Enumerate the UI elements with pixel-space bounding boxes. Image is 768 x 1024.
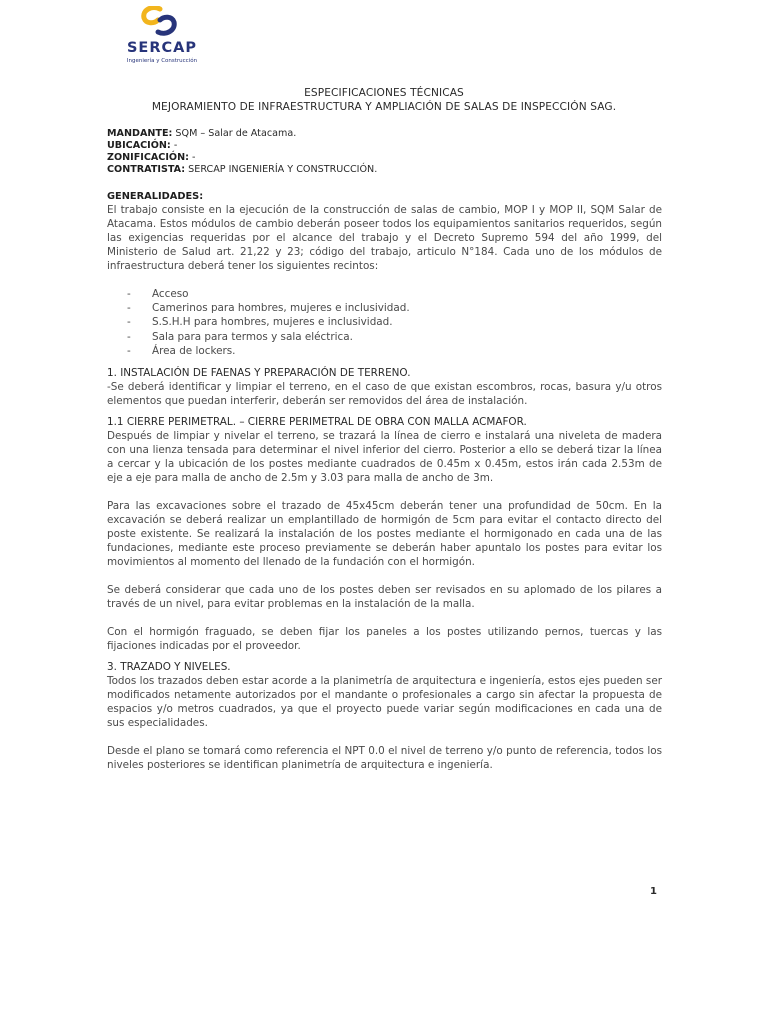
section-1-1-paragraph: Se deberá considerar que cada uno de los postes deben ser revisados en su aplomado de los pilares a través de un nivel, para evitar problemas en la instalación de la malla. — [107, 584, 662, 611]
project-info — [107, 128, 667, 176]
section-1-1-paragraph: Después de limpiar y nivelar el terreno, se trazará la línea de cierro e instalará una niveleta de madera con una lienza tensada para determinar el nivel inferior del cierro. Posterior a ello se deberá tizar la línea a cercar y la ubicación de los postes mediante cuadrados de 0.45m x 0.45m, estos irán cada 2.53m de eje a eje para malla de ancho de 2.5m y 3.03 para malla de ancho de 3m. — [107, 430, 662, 485]
mandante-value: SQM – Salar de Atacama. — [175, 128, 297, 139]
section-1-1-paragraph: Con el hormigón fraguado, se deben fijar los paneles a los postes utilizando pernos, tuercas y las fijaciones indicadas por el proveedor. — [107, 626, 662, 653]
recintos-list — [107, 287, 662, 358]
contratista-label: CONTRATISTA: — [107, 164, 186, 175]
document-subtitle: MEJORAMIENTO DE INFRAESTRUCTURA Y AMPLIACIÓN DE SALAS DE INSPECCIÓN SAG. — [151, 101, 617, 113]
logo-mark-icon — [138, 6, 182, 40]
contratista-value: SERCAP INGENIERÍA Y CONSTRUCCIÓN. — [188, 164, 378, 175]
document-title: ESPECIFICACIONES TÉCNICAS — [304, 87, 464, 99]
section-3-title: 3. TRAZADO Y NIVELES. — [107, 661, 231, 674]
logo-tagline: Ingeniería y Construcción — [126, 58, 198, 64]
list-item: - S.S.H.H para hombres, mujeres e inclusividad. — [127, 316, 393, 329]
generalidades-heading: GENERALIDADES: — [107, 191, 204, 202]
document-body — [107, 191, 662, 772]
document-titles — [100, 86, 668, 114]
mandante-label: MANDANTE: — [107, 128, 173, 139]
ubicacion-value: - — [173, 140, 178, 151]
section-3-paragraph: Todos los trazados deben estar acorde a la planimetría de arquitectura e ingeniería, estos ejes pueden ser modificados netamente autorizados por el mandante o profesionales a cargo sin afectar la propuesta de espacios y/o metros cuadrados, ya que el proyecto puede variar según modificaciones en cada una de sus especialidades. — [107, 675, 662, 730]
company-logo — [114, 6, 210, 62]
list-item: - Camerinos para hombres, mujeres e inclusividad. — [127, 302, 410, 315]
zonificacion-label: ZONIFICACIÓN: — [107, 152, 189, 163]
page-number: 1 — [650, 886, 657, 897]
logo-wordmark: SERCAP — [126, 40, 197, 56]
list-item: - Sala para para termos y sala eléctrica. — [127, 330, 353, 343]
section-3-paragraph: Desde el plano se tomará como referencia el NPT 0.0 el nivel de terreno y/o punto de referencia, todos los niveles posteriores se identifican planimetría de arquitectura e ingeniería. — [107, 745, 662, 772]
section-1-1-paragraph: Para las excavaciones sobre el trazado de 45x45cm deberán tener una profundidad de 50cm. En la excavación se deberá realizar un emplantillado de hormigón de 5cm para evitar el contacto directo del poste existente. Se realizará la instalación de los postes mediante el hormigonado en cada una de las fundaciones, mediante este proceso previamente se deberán haber apuntalo los postes para evitar los movimientos al momento del llenado de la fundación con el hormigón. — [107, 500, 662, 569]
mandante-line — [107, 128, 667, 140]
ubicacion-line — [107, 140, 667, 152]
section-1-title: 1. INSTALACIÓN DE FAENAS Y PREPARACIÓN DE TERRENO. — [107, 367, 411, 380]
ubicacion-label: UBICACIÓN: — [107, 140, 171, 151]
zonificacion-value: - — [192, 152, 196, 163]
section-1-text: -Se deberá identificar y limpiar el terreno, en el caso de que existan escombros, rocas, basura y/u otros elementos que puedan interferir, deberán ser removidos del área de instalación. — [107, 381, 662, 408]
zonificacion-line — [107, 152, 667, 164]
list-item: - Acceso — [127, 288, 189, 300]
contratista-line — [107, 164, 667, 176]
section-1-1-title: 1.1 CIERRE PERIMETRAL. – CIERRE PERIMETRAL DE OBRA CON MALLA ACMAFOR. — [107, 416, 527, 429]
generalidades-text: El trabajo consiste en la ejecución de la construcción de salas de cambio, MOP I y MOP II, SQM Salar de Atacama. Estos módulos de cambio deberán poseer todos los equipamientos sanitarios requeridos, según las exigencias requeridas por el alcance del trabajo y el Decreto Supremo 594 del año 1999, del Ministerio de Salud art. 21,22 y 23; código del trabajo, articulo N°184. Cada uno de los módulos de infraestructura deberá tener los siguientes recintos: — [107, 204, 662, 272]
list-item: - Área de lockers. — [127, 344, 236, 357]
